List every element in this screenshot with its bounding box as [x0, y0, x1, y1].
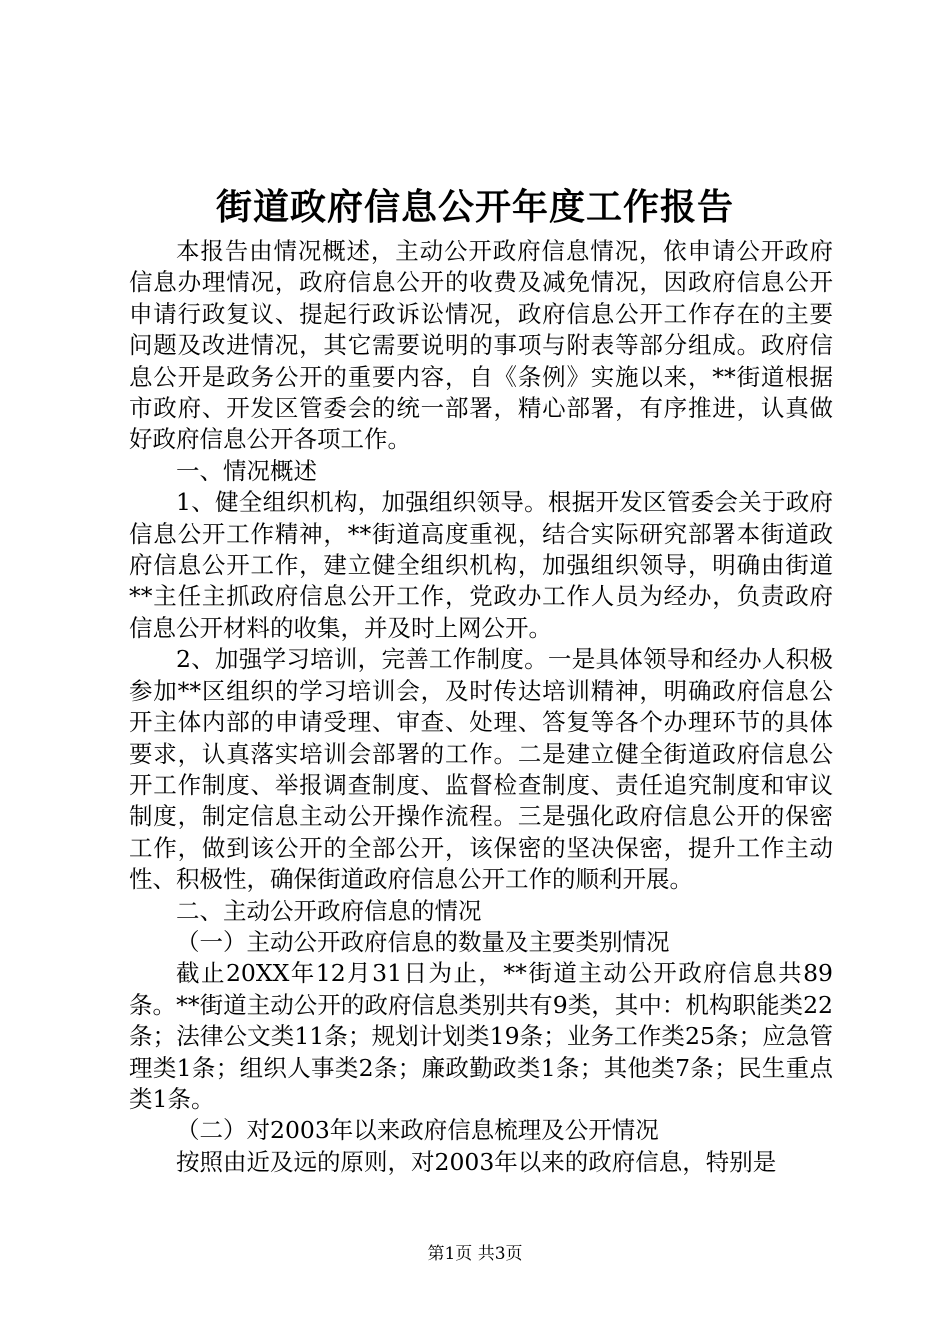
section-heading-active-disclosure: 二、主动公开政府信息的情况 — [176, 896, 482, 925]
section-heading-overview: 一、情况概述 — [176, 456, 317, 485]
paragraph-organization: 1、健全组织机构，加强组织领导。根据开发区管委会关于政府信息公开工作精神，**街道高度重视，结合实际研究部署本街道政府信息公开工作，建立健全组织机构，加强组织领导，明确由街道**主任主抓政府信息公开工作，党政办工作人员为经办，负责政府信息公开材料的收集，并及时上网公开。 — [129, 488, 833, 642]
document-title: 街道政府信息公开年度工作报告 — [215, 186, 734, 228]
document-body — [129, 236, 833, 1178]
page-footer: 第1页 共3页 — [427, 1244, 523, 1264]
subsection-heading-since-2003: （二）对2003年以来政府信息梳理及公开情况 — [176, 1116, 659, 1145]
paragraph-principle: 按照由近及远的原则，对2003年以来的政府信息，特别是 — [176, 1147, 777, 1176]
paragraph-training: 2、加强学习培训，完善工作制度。一是具体领导和经办人积极参加**区组织的学习培训会，及时传达培训精神，明确政府信息公开主体内部的申请受理、审查、处理、答复等各个办理环节的具体要求，认真落实培训会部署的工作。二是建立健全街道政府信息公开工作制度、举报调查制度、监督检查制度、责任追究制度和审议制度，制定信息主动公开操作流程。三是强化政府信息公开的保密工作，做到该公开的全部公开，该保密的坚决保密，提升工作主动性、积极性，确保街道政府信息公开工作的顺利开展。 — [129, 645, 833, 894]
subsection-heading-quantity: （一）主动公开政府信息的数量及主要类别情况 — [176, 927, 670, 956]
paragraph-intro: 本报告由情况概述，主动公开政府信息情况，依申请公开政府信息办理情况，政府信息公开的收费及减免情况，因政府信息公开申请行政复议、提起行政诉讼情况，政府信息公开工作存在的主要问题及改进情况，其它需要说明的事项与附表等部分组成。政府信息公开是政务公开的重要内容，自《条例》实施以来，**街道根据市政府、开发区管委会的统一部署，精心部署，有序推进，认真做好政府信息公开各项工作。 — [129, 237, 833, 454]
paragraph-statistics: 截止20XX年12月31日为止，**街道主动公开政府信息共89条。**街道主动公开的政府信息类别共有9类，其中：机构职能类22条；法律公文类11条；规划计划类19条；业务工作类25条；应急管理类1条；组织人事类2条；廉政勤政类1条；其他类7条；民生重点类1条。 — [129, 959, 833, 1113]
